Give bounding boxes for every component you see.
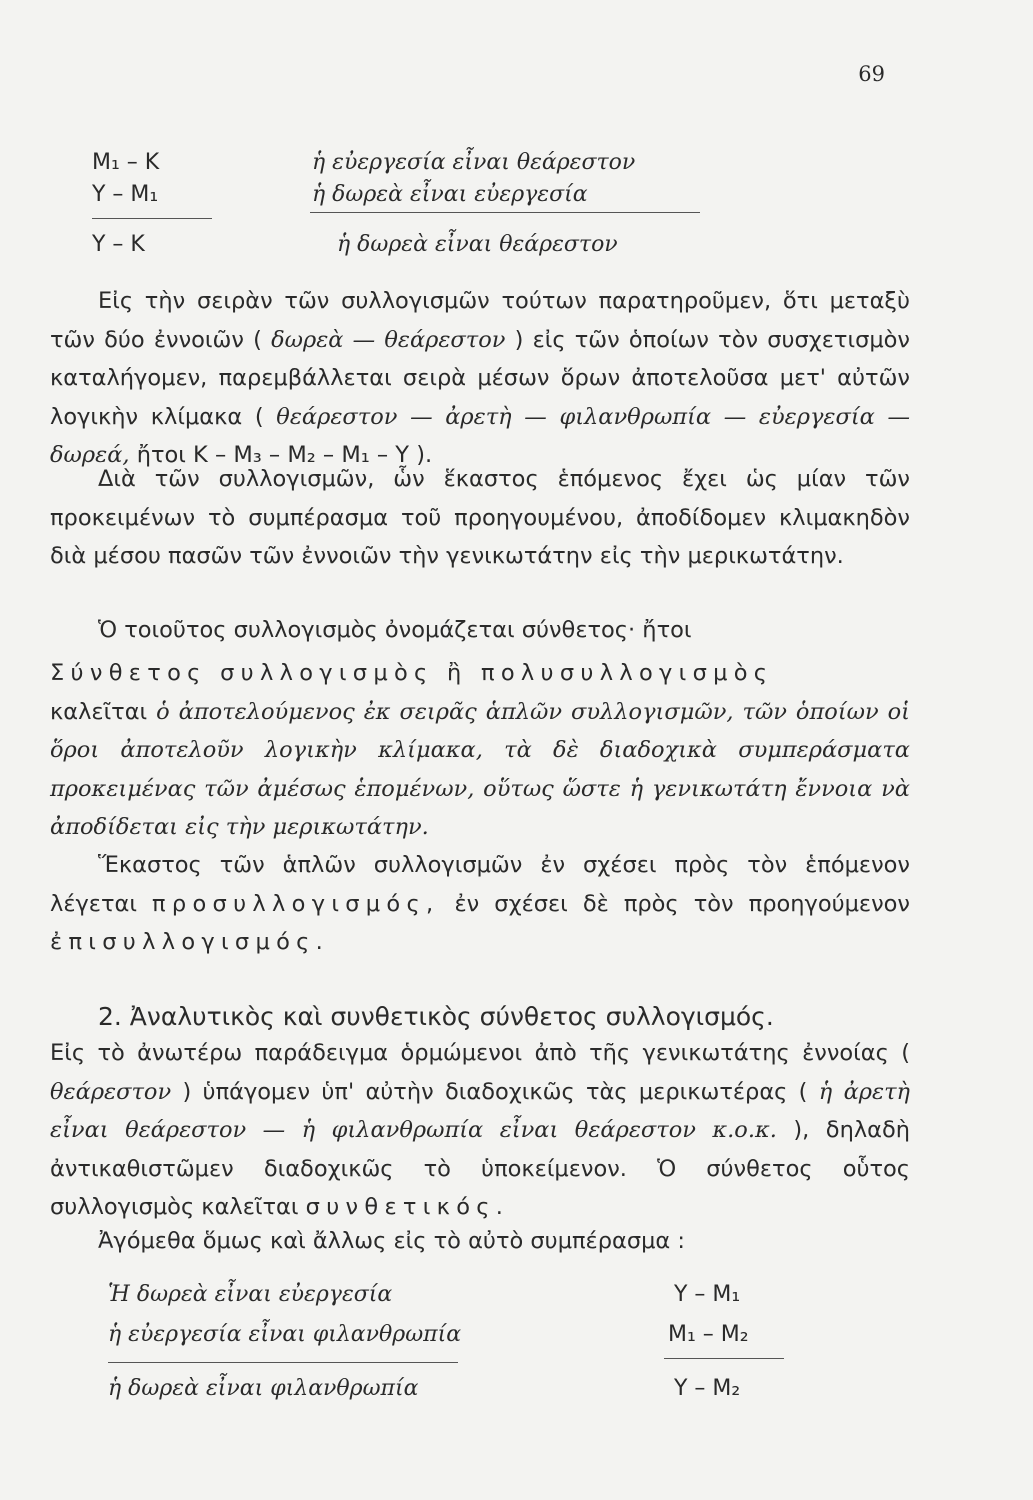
paragraph-1-text-c: ἤτοι K – M₃ – M₂ – M₁ – Y ).: [129, 442, 433, 468]
section-heading: [98, 998, 918, 1037]
term-prosyllogism: προσυλλογισμός,: [152, 890, 440, 917]
paragraph-5-italic-b: ἡ ἀρετὴ εἶναι θεάρεστον — ἡ φιλανθρωπία εἶναι θεάρεστον κ.ο.κ.: [50, 1078, 910, 1143]
paragraph-5-text-b: ) ὑπάγομεν ὑπ' αὐτὴν διαδοχικῶς τὰς μερικωτέρας (: [171, 1078, 819, 1105]
premise-1-statement: Ἡ δωρεὰ εἶναι εὐεργεσία: [108, 1282, 393, 1307]
paragraph-1-italic-a: δωρεὰ — θεάρεστον: [271, 326, 506, 353]
conclusion-statement: ἡ δωρεὰ εἶναι θεάρεστον: [337, 232, 618, 257]
premise-2-terms: M₁ – M₂: [668, 1322, 749, 1347]
definition: [50, 654, 910, 847]
conclusion-statement: ἡ δωρεὰ εἶναι φιλανθρωπία: [108, 1376, 419, 1401]
paragraph-5-text-c: ), δηλαδὴ ἀντικαθιστῶμεν διαδοχικῶς τὸ ὑποκείμενον. Ὁ σύνθετος οὗτος συλλογισμὸς καλεῖται: [50, 1117, 910, 1220]
premise-2-statement: ἡ δωρεὰ εἶναι εὐεργεσία: [312, 182, 588, 207]
divider-line: [108, 1362, 458, 1363]
syllogism-1: [92, 150, 712, 260]
paragraph-3: [50, 611, 910, 650]
paragraph-5-italic-a: θεάρεστον: [50, 1078, 172, 1105]
paragraph-6: [50, 1222, 910, 1261]
premise-1-terms: M₁ – K: [92, 150, 160, 175]
term-episyllogism: ἐπισυλλογισμός.: [50, 929, 330, 955]
section-heading-text: 2. Ἀναλυτικὸς καὶ συνθετικὸς σύνθετος συλλογισμός.: [98, 1002, 774, 1031]
paragraph-1-text-a: Εἰς τὴν σειρὰν τῶν συλλογισμῶν τούτων παρατηροῦμεν, ὅτι μεταξὺ τῶν δύο ἐννοιῶν (: [50, 288, 910, 353]
paragraph-2: [50, 460, 910, 576]
paragraph-5-text-a: Εἰς τὸ ἀνωτέρω παράδειγμα ὁρμώμενοι ἀπὸ τῆς γενικωτάτης ἐννοίας (: [50, 1040, 910, 1066]
premise-1-statement: ἡ εὐεργεσία εἶναι θεάρεστον: [312, 150, 636, 175]
paragraph-5: [50, 1034, 910, 1227]
conclusion-terms: Y – M₂: [674, 1376, 741, 1401]
paragraph-4-text-a: Ἕκαστος τῶν ἁπλῶν συλλογισμῶν ἐν σχέσει πρὸς τὸν ἑπόμενον λέγεται: [50, 852, 910, 917]
premise-2-terms: Y – M₁: [92, 182, 159, 207]
conclusion-terms: Y – K: [92, 232, 145, 257]
paragraph-1-italic-b: θεάρεστον — ἀρετὴ — φιλανθρωπία — εὐεργεσία — δωρεά,: [50, 403, 911, 468]
paragraph-4: [50, 846, 910, 962]
divider-line: [310, 212, 700, 213]
definition-term: Σύνθετος συλλογισμὸς ἢ πολυσυλλογισμὸς: [50, 660, 774, 686]
definition-italic: ὁ ἀποτελούμενος ἐκ σειρᾶς ἁπλῶν συλλογισμῶν, τῶν ὁποίων οἱ ὅροι ἀποτελοῦν λογικὴν κλίμακα, τὰ δὲ διαδοχικὰ συμπεράσματα προκειμένας τῶν ἀμέσως ἑπομένων, οὕτως ὥστε ἡ γενικωτάτη ἔννοια νὰ ἀποδίδεται εἰς τὴν μερικωτάτην.: [50, 698, 911, 840]
paragraph-2-text: Διὰ τῶν συλλογισμῶν, ὧν ἕκαστος ἑπόμενος ἔχει ὡς μίαν τῶν προκειμένων τὸ συμπέρασμα τοῦ προηγουμένου, ἀποδίδομεν κλιμακηδὸν διὰ μέσου πασῶν τῶν ἐννοιῶν τὴν γενικωτάτην εἰς τὴν μερικωτάτην.: [50, 466, 910, 569]
paragraph-6-text: Ἀγόμεθα ὅμως καὶ ἄλλως εἰς τὸ αὐτὸ συμπέρασμα :: [98, 1228, 685, 1254]
term-synthetic: συνθετικός.: [305, 1194, 510, 1220]
paragraph-4-text-b: ἐν σχέσει δὲ πρὸς τὸν προηγούμενον: [439, 890, 910, 917]
premise-1-terms: Y – M₁: [674, 1282, 741, 1307]
page-number: 69: [858, 62, 885, 86]
premise-2-statement: ἡ εὐεργεσία εἶναι φιλανθρωπία: [108, 1322, 462, 1347]
divider-line: [92, 218, 212, 219]
divider-line: [664, 1358, 784, 1359]
definition-text-a: καλεῖται: [50, 698, 157, 725]
paragraph-3-text: Ὁ τοιοῦτος συλλογισμὸς ὀνομάζεται σύνθετος· ἤτοι: [98, 617, 692, 643]
paragraph-1: [50, 282, 910, 475]
syllogism-2: [108, 1282, 808, 1412]
paragraph-1-text-b: ) εἰς τῶν ὁποίων τὸν συσχετισμὸν καταλήγομεν, παρεμβάλλεται σειρὰ μέσων ὅρων ἀποτελοῦσα μετ' αὐτῶν λογικὴν κλίμακα (: [50, 326, 910, 430]
